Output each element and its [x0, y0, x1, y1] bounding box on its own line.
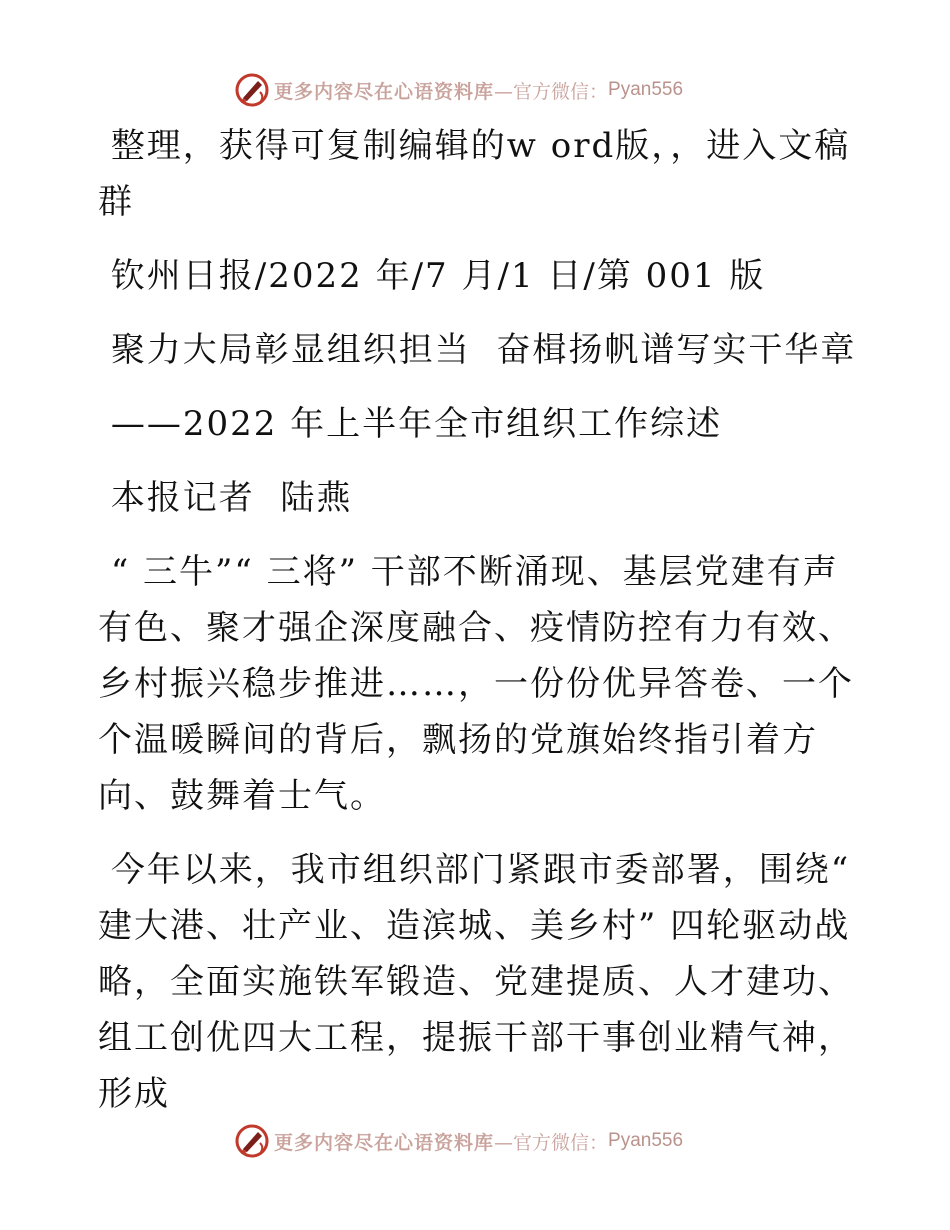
article-subtitle: ——2022 年上半年全市组织工作综述	[98, 404, 723, 444]
watermark-contact-label: —官方微信：	[494, 1131, 609, 1154]
intro-line: 整理，获得可复制编辑的w ord版，，进入文稿群	[98, 126, 851, 222]
watermark-brand: 更多内容尽在心语资料库	[274, 80, 495, 103]
watermark-brand: 更多内容尽在心语资料库	[274, 1131, 495, 1154]
article-title: 聚力大局彰显组织担当 奋楫扬帆谱写实干华章	[98, 330, 857, 370]
watermark-header	[234, 70, 754, 110]
body-paragraph: 今年以来，我市组织部门紧跟市委部署，围绕“ 建大港、壮产业、造滨城、美乡村” 四轮驱动战略，全面实施铁军锻造、党建提质、人才建功、组工创优四大工程，提振干部干事创业精气神，形成	[98, 850, 864, 1114]
article-byline: 本报记者 陆燕	[98, 478, 353, 518]
pen-circle-logo-icon	[234, 1123, 270, 1159]
newspaper-source: 钦州日报/2022 年/7 月/1 日/第 001 版	[98, 256, 766, 296]
watermark-contact-label: —官方微信：	[494, 80, 609, 103]
pen-circle-logo-icon	[234, 72, 270, 108]
watermark-account: Pyan556	[608, 79, 684, 100]
watermark-footer	[234, 1121, 754, 1161]
document-body	[98, 118, 864, 1122]
watermark-account: Pyan556	[608, 1130, 684, 1151]
body-paragraph: “ 三牛”“ 三将” 干部不断涌现、基层党建有声有色、聚才强企深度融合、疫情防控有力有效、乡村振兴稳步推进……，一份份优异答卷、一个个温暖瞬间的背后，飘扬的党旗始终指引着方向、鼓舞着士气。	[98, 552, 854, 816]
